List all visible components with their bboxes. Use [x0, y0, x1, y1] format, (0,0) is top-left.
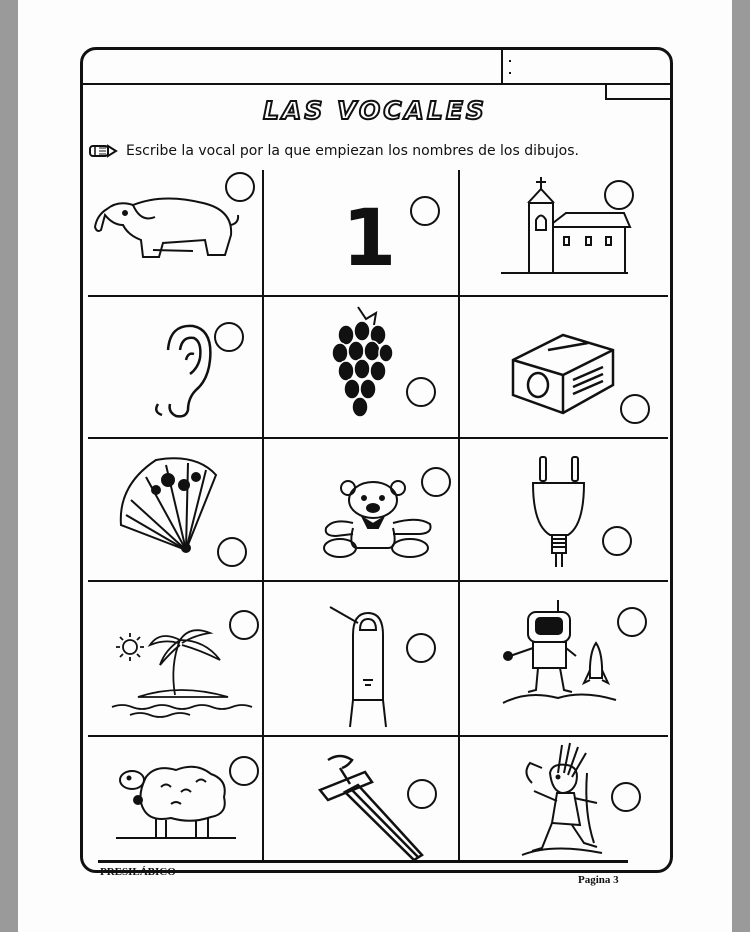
sheep-icon [116, 762, 236, 842]
grapes-icon [328, 305, 398, 425]
pencil-icon [88, 143, 118, 159]
answer-circle[interactable] [620, 394, 650, 424]
number-one-text: 1 [342, 194, 397, 284]
grid-row-line [88, 580, 668, 582]
answer-circle[interactable] [217, 537, 247, 567]
grid-row-line [88, 437, 668, 439]
header-split [501, 50, 503, 84]
grid-row-line [88, 735, 668, 737]
page-title: LAS VOCALES [263, 96, 487, 125]
elephant-icon [93, 185, 243, 265]
answer-circle[interactable] [225, 172, 255, 202]
fan-icon [116, 455, 226, 555]
ear-icon [148, 320, 218, 420]
plug-icon [528, 455, 588, 570]
answer-circle[interactable] [602, 526, 632, 556]
footer-page-label: Pagina 3 [578, 874, 619, 886]
answer-circle[interactable] [229, 756, 259, 786]
answer-circle[interactable] [421, 467, 451, 497]
grid-col-line [458, 170, 460, 863]
footer-level-label: PRESILÁBICO [100, 866, 176, 878]
answer-circle[interactable] [604, 180, 634, 210]
grid-col-line [262, 170, 264, 863]
answer-circle[interactable] [406, 377, 436, 407]
astronaut-icon [498, 598, 618, 708]
answer-circle[interactable] [407, 779, 437, 809]
instruction-row [88, 143, 579, 159]
native-person-icon [512, 743, 612, 863]
answer-circle[interactable] [611, 782, 641, 812]
answer-circle[interactable] [617, 607, 647, 637]
answer-circle[interactable] [406, 633, 436, 663]
header-mark [509, 60, 511, 62]
answer-circle[interactable] [229, 610, 259, 640]
number-one-icon [338, 194, 397, 284]
answer-circle[interactable] [410, 196, 440, 226]
header-mark [509, 72, 511, 74]
grid-row-line [88, 295, 668, 297]
island-icon [110, 625, 260, 720]
header-divider [82, 83, 671, 85]
pencil-sharpener-icon [508, 325, 618, 415]
answer-circle[interactable] [214, 322, 244, 352]
worksheet-page [18, 0, 732, 932]
teddy-bear-icon [318, 478, 438, 560]
instruction-text: Escribe la vocal por la que empiezan los nombres de los dibujos. [126, 143, 579, 159]
finger-icon [328, 605, 398, 735]
